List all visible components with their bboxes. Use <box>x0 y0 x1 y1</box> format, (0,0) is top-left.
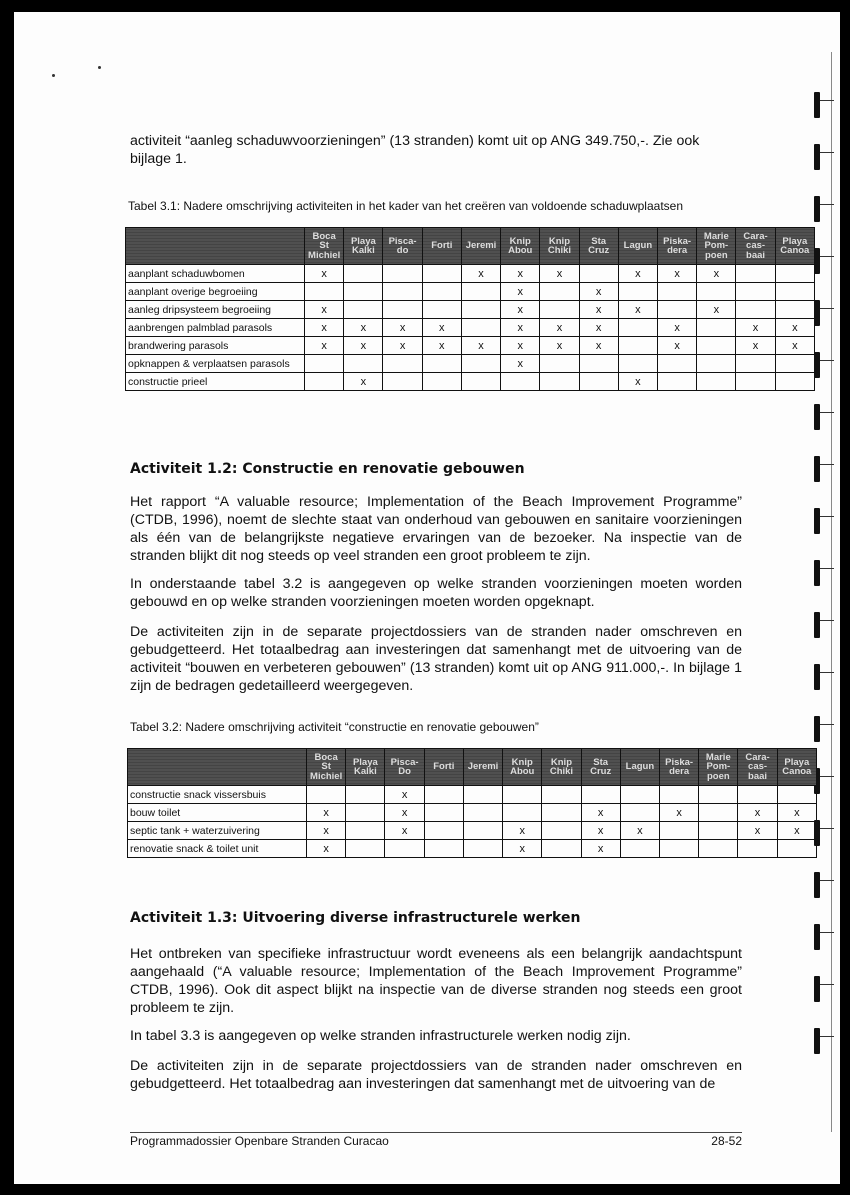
table-cell <box>422 283 461 301</box>
column-header: Marie Pom-poen <box>697 228 736 265</box>
table-cell: x <box>736 337 775 355</box>
table-cell: x <box>307 840 346 858</box>
column-header: Lagun <box>618 228 657 265</box>
table-cell: x <box>581 804 620 822</box>
table-cell: x <box>579 337 618 355</box>
table-cell <box>738 840 777 858</box>
table-cell <box>305 283 344 301</box>
binder-ring <box>814 716 820 742</box>
row-label: opknappen & verplaatsen parasols <box>126 355 305 373</box>
table-cell: x <box>738 822 777 840</box>
binder-ring <box>814 404 820 430</box>
section1-paragraph-3: De activiteiten zijn in de separate projectdossiers van de stranden nader omschreven en gebudgetteerd. Het totaalbedrag aan investeringen dat samenhangt met de uitvoering van de activiteit “bouwen en verbeteren gebouwen” (13 stranden) komt uit op ANG 911.000,-. In bijlage 1 zijn de bedragen gedetailleerd weergegeven. <box>130 624 742 694</box>
table-cell: x <box>501 337 540 355</box>
table-cell <box>775 373 814 391</box>
table-cell <box>501 373 540 391</box>
table-cell <box>699 786 738 804</box>
table-cell: x <box>305 337 344 355</box>
row-label: bouw toilet <box>128 804 307 822</box>
table-cell <box>424 804 463 822</box>
column-header: Playa Canoa <box>775 228 814 265</box>
column-header: Boca St Michiel <box>305 228 344 265</box>
table-cell <box>618 355 657 373</box>
table-cell <box>620 804 659 822</box>
table-cell: x <box>658 319 697 337</box>
column-header: Jeremi <box>461 228 500 265</box>
table-cell: x <box>305 265 344 283</box>
table-cell <box>424 786 463 804</box>
table-cell <box>307 786 346 804</box>
binder-ring <box>814 664 820 690</box>
table-cell <box>775 355 814 373</box>
table2-caption: Tabel 3.2: Nadere omschrijving activiteit “constructie en renovatie gebouwen” <box>130 720 539 734</box>
table-cell <box>424 840 463 858</box>
table-row <box>126 355 815 373</box>
table-cell: x <box>503 840 542 858</box>
table-cell: x <box>307 804 346 822</box>
table-cell <box>385 840 424 858</box>
table-cell <box>542 804 581 822</box>
table-cell: x <box>344 337 383 355</box>
table-cell <box>697 355 736 373</box>
table-cell: x <box>579 283 618 301</box>
table-cell <box>344 265 383 283</box>
table-cell <box>503 786 542 804</box>
binder-ring <box>814 196 820 222</box>
table-cell <box>422 301 461 319</box>
table-cell: x <box>422 319 461 337</box>
table-cell <box>542 786 581 804</box>
row-label: renovatie snack & toilet unit <box>128 840 307 858</box>
table-cell <box>579 373 618 391</box>
table-cell <box>618 337 657 355</box>
table-cell <box>658 373 697 391</box>
section2-paragraph-3: De activiteiten zijn in de separate projectdossiers van de stranden nader omschreven en gebudgetteerd. Het totaalbedrag aan investeringen dat samenhangt met de uitvoering van de <box>130 1058 742 1092</box>
table-cell <box>579 265 618 283</box>
table-cell: x <box>540 337 579 355</box>
binder-ring <box>814 1028 820 1054</box>
table-cell <box>305 355 344 373</box>
table-cell <box>540 373 579 391</box>
table-cell: x <box>344 373 383 391</box>
table-row <box>126 283 815 301</box>
table-header-row <box>128 749 817 786</box>
table-cell <box>697 373 736 391</box>
table-cell <box>344 283 383 301</box>
footer-title: Programmadossier Openbare Stranden Curacao <box>130 1134 389 1148</box>
table-cell <box>461 283 500 301</box>
column-header: Pisca-do <box>383 228 422 265</box>
binder-ring <box>814 872 820 898</box>
table-cell <box>383 355 422 373</box>
table-header-row <box>126 228 815 265</box>
table-row <box>126 265 815 283</box>
table-cell <box>346 804 385 822</box>
section-heading-1-2: Activiteit 1.2: Constructie en renovatie gebouwen <box>130 461 525 477</box>
row-label: brandwering parasols <box>126 337 305 355</box>
table-cell: x <box>501 265 540 283</box>
table-cell <box>461 319 500 337</box>
table-cell <box>620 840 659 858</box>
table-row <box>128 822 817 840</box>
table-cell: x <box>503 822 542 840</box>
table-cell: x <box>307 822 346 840</box>
column-header: Cara-cas-baai <box>738 749 777 786</box>
binder-ring <box>814 508 820 534</box>
table-cell: x <box>383 337 422 355</box>
table-cell <box>540 301 579 319</box>
table-cell <box>697 283 736 301</box>
table-cell: x <box>461 265 500 283</box>
table-cell <box>699 840 738 858</box>
table-cell <box>736 283 775 301</box>
table-cell: x <box>777 804 816 822</box>
column-header: Piska-dera <box>658 228 697 265</box>
section2-paragraph-2: In tabel 3.3 is aangegeven op welke stranden infrastructurele werken nodig zijn. <box>130 1028 631 1044</box>
table-cell <box>618 319 657 337</box>
table-cell <box>503 804 542 822</box>
binder-ring <box>814 976 820 1002</box>
table-cell <box>422 373 461 391</box>
table-cell <box>461 373 500 391</box>
row-label: aanplant schaduwbomen <box>126 265 305 283</box>
table-cell <box>344 301 383 319</box>
column-header: Cara-cas-baai <box>736 228 775 265</box>
column-header: Sta Cruz <box>579 228 618 265</box>
table-cell <box>383 265 422 283</box>
table-cell <box>777 786 816 804</box>
column-header: Piska-dera <box>660 749 699 786</box>
table-cell: x <box>697 301 736 319</box>
speck <box>98 66 101 69</box>
table-cell <box>620 786 659 804</box>
column-header: Boca St Michiel <box>307 749 346 786</box>
column-header: Forti <box>424 749 463 786</box>
table-cell: x <box>461 337 500 355</box>
table-cell: x <box>581 822 620 840</box>
column-header: Pisca-Do <box>385 749 424 786</box>
row-label: aanleg dripsysteem begroeiing <box>126 301 305 319</box>
binder-ring <box>814 612 820 638</box>
column-header: Playa Kalki <box>346 749 385 786</box>
table-cell: x <box>383 319 422 337</box>
table-cell <box>463 786 502 804</box>
table-cell <box>658 301 697 319</box>
table-cell <box>658 283 697 301</box>
table-cell <box>660 822 699 840</box>
row-label: constructie snack vissersbuis <box>128 786 307 804</box>
column-header: Playa Canoa <box>777 749 816 786</box>
table-cell: x <box>618 373 657 391</box>
table-cell <box>736 265 775 283</box>
column-header: Knip Chiki <box>540 228 579 265</box>
column-header: Jeremi <box>463 749 502 786</box>
column-header: Knip Abou <box>503 749 542 786</box>
table-3-1 <box>125 227 815 391</box>
table-cell <box>736 355 775 373</box>
table-cell <box>699 804 738 822</box>
table-cell <box>738 786 777 804</box>
table-cell <box>777 840 816 858</box>
table-row <box>128 786 817 804</box>
header-corner-cell <box>128 749 307 786</box>
table-cell: x <box>660 804 699 822</box>
table-cell <box>660 786 699 804</box>
table-cell <box>618 283 657 301</box>
table-cell <box>346 840 385 858</box>
table-row <box>126 319 815 337</box>
table-cell <box>775 265 814 283</box>
table-cell: x <box>540 319 579 337</box>
table-cell: x <box>385 822 424 840</box>
speck <box>52 74 55 77</box>
table-row <box>128 840 817 858</box>
table-cell <box>736 301 775 319</box>
table-cell: x <box>618 301 657 319</box>
table-cell <box>581 786 620 804</box>
table-cell <box>542 822 581 840</box>
binder-rings <box>810 52 840 1152</box>
table-cell <box>422 265 461 283</box>
table-cell <box>344 355 383 373</box>
table-cell <box>383 373 422 391</box>
table-cell: x <box>775 337 814 355</box>
row-label: constructie prieel <box>126 373 305 391</box>
binder-ring <box>814 456 820 482</box>
table-cell <box>461 355 500 373</box>
page-footer <box>130 1132 742 1148</box>
table1-caption: Tabel 3.1: Nadere omschrijving activiteiten in het kader van het creëren van voldoende schaduwplaatsen <box>128 199 683 213</box>
table-cell <box>461 301 500 319</box>
table-cell: x <box>540 265 579 283</box>
binder-ring <box>814 92 820 118</box>
binder-ring <box>814 924 820 950</box>
section1-paragraph-1: Het rapport “A valuable resource; Implementation of the Beach Improvement Programme” (CTDB, 1996), noemt de slechte staat van onderhoud van gebouwen en sanitaire voorzieningen als één van de belangrijkste negatieve ervaringen van de bezoeker. Na inspectie van de stranden blijkt dit nog steeds op veel stranden een groot probleem te zijn. <box>130 494 742 564</box>
section1-paragraph-2: In onderstaande tabel 3.2 is aangegeven op welke stranden voorzieningen moeten worden gebouwd en op welke stranden voorzieningen moeten worden opgeknapt. <box>130 576 742 610</box>
table-cell: x <box>501 283 540 301</box>
table-cell: x <box>777 822 816 840</box>
table-cell <box>463 822 502 840</box>
table-cell: x <box>501 301 540 319</box>
table-cell <box>540 283 579 301</box>
row-label: septic tank + waterzuivering <box>128 822 307 840</box>
table-cell: x <box>501 355 540 373</box>
column-header: Knip Chiki <box>542 749 581 786</box>
table-row <box>128 804 817 822</box>
table-cell <box>658 355 697 373</box>
table-cell <box>383 301 422 319</box>
column-header: Playa Kalki <box>344 228 383 265</box>
binder-ring <box>814 144 820 170</box>
table-cell: x <box>305 319 344 337</box>
table-row <box>126 301 815 319</box>
column-header: Knip Abou <box>501 228 540 265</box>
table-cell: x <box>697 265 736 283</box>
table-cell <box>305 373 344 391</box>
table-cell: x <box>305 301 344 319</box>
column-header: Forti <box>422 228 461 265</box>
table-cell <box>422 355 461 373</box>
table-row <box>126 373 815 391</box>
table-cell: x <box>658 337 697 355</box>
table-cell <box>383 283 422 301</box>
table-cell <box>346 822 385 840</box>
table-cell <box>463 804 502 822</box>
table-cell: x <box>344 319 383 337</box>
table-3-2 <box>127 748 817 858</box>
table-cell <box>463 840 502 858</box>
table-cell: x <box>581 840 620 858</box>
table-cell <box>424 822 463 840</box>
section-heading-1-3: Activiteit 1.3: Uitvoering diverse infrastructurele werken <box>130 910 581 926</box>
row-label: aanbrengen palmblad parasols <box>126 319 305 337</box>
table-cell <box>542 840 581 858</box>
table-cell <box>660 840 699 858</box>
table-cell: x <box>579 301 618 319</box>
table-cell <box>736 373 775 391</box>
table-cell: x <box>422 337 461 355</box>
table-cell: x <box>618 265 657 283</box>
table-cell <box>346 786 385 804</box>
table-cell <box>697 319 736 337</box>
header-corner-cell <box>126 228 305 265</box>
table-cell <box>699 822 738 840</box>
table-cell <box>540 355 579 373</box>
table-cell: x <box>579 319 618 337</box>
binder-ring <box>814 560 820 586</box>
section2-paragraph-1: Het ontbreken van specifieke infrastructuur wordt eveneens als een belangrijk aandachtspunt aangehaald (“A valuable resource; Implementation of the Beach Improvement Programme” CTDB, 1996). Ook dit aspect blijkt na inspectie van de diverse stranden nog steeds een groot probleem te zijn. <box>130 946 742 1016</box>
column-header: Sta Cruz <box>581 749 620 786</box>
table-cell: x <box>385 804 424 822</box>
row-label: aanplant overige begroeiing <box>126 283 305 301</box>
table-cell: x <box>385 786 424 804</box>
table-cell: x <box>620 822 659 840</box>
table-cell <box>775 283 814 301</box>
table-row <box>126 337 815 355</box>
table-cell: x <box>658 265 697 283</box>
intro-paragraph: activiteit “aanleg schaduwvoorzieningen” (13 stranden) komt uit op ANG 349.750,-. Zie ook bijlage 1. <box>130 133 700 167</box>
table-cell <box>775 301 814 319</box>
table-cell: x <box>501 319 540 337</box>
table-cell <box>697 337 736 355</box>
table-cell: x <box>736 319 775 337</box>
column-header: Marie Pom-poen <box>699 749 738 786</box>
table-cell <box>579 355 618 373</box>
table-cell: x <box>738 804 777 822</box>
page-number: 28-52 <box>711 1134 742 1148</box>
column-header: Lagun <box>620 749 659 786</box>
table-cell: x <box>775 319 814 337</box>
